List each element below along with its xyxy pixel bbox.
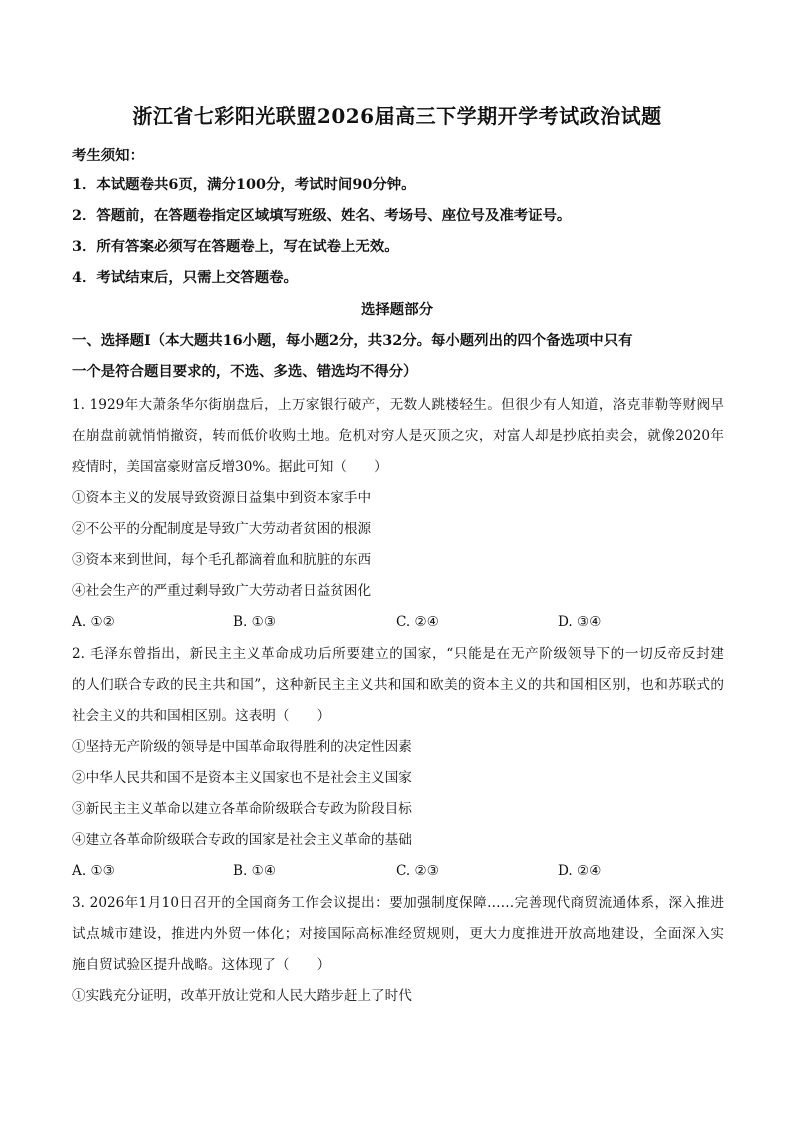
question-1-stem: 疫情时，美国富豪财富反增30%。据此可知（ ）	[72, 459, 388, 475]
question-1-statement: ④社会生产的严重过剩导致广大劳动者日益贫困化	[72, 583, 372, 599]
question-2-statement: ②中华人民共和国不是资本主义国家也不是社会主义国家	[72, 770, 412, 786]
question-2-option-d[interactable]: D. ②④	[558, 863, 602, 879]
notice-heading: 考生须知：	[72, 147, 144, 164]
question-2-option-c[interactable]: C. ②③	[396, 863, 439, 879]
part-one-instruction: 一、选择题Ⅰ（本大题共16小题，每小题2分，共32分。每小题列出的四个备选项中只有	[72, 332, 633, 349]
question-1-stem: 1. 1929年大萧条华尔街崩盘后，上万家银行破产，无数人跳楼轻生。但很少有人知道，洛克菲勒等财阀早	[72, 397, 724, 413]
question-1-statement: ③资本来到世间，每个毛孔都滴着血和肮脏的东西	[72, 552, 372, 568]
question-3-stem: 施自贸试验区提升战略。这体现了（ ）	[72, 957, 331, 973]
section-title: 选择题部分	[361, 301, 433, 318]
question-3-stem: 试点城市建设，推进内外贸一体化；对接国际高标准经贸规则，更大力度推进开放高地建设，全面深入实	[72, 926, 724, 942]
question-2-statement: ③新民主主义革命以建立各革命阶级联合专政为阶段目标	[72, 801, 412, 817]
question-1-statement: ②不公平的分配制度是导致广大劳动者贫困的根源	[72, 521, 372, 537]
question-1-statement: ①资本主义的发展导致资源日益集中到资本家手中	[72, 490, 372, 506]
notice-item: 3．所有答案必须写在答题卷上，写在试卷上无效。	[72, 238, 399, 255]
question-2-option-a[interactable]: A. ①③	[72, 863, 115, 879]
question-1-option-d[interactable]: D. ③④	[558, 614, 602, 630]
question-3-statement: ①实践充分证明，改革开放让党和人民大踏步赶上了时代	[72, 988, 412, 1004]
question-2-stem: 社会主义的共和国相区别。这表明（ ）	[72, 708, 331, 724]
question-2-stem: 2. 毛泽东曾指出，新民主主义革命成功后所要建立的国家，“只能是在无产阶级领导下的一切反帝反封建	[72, 646, 724, 662]
question-2-stem: 的人们联合专政的民主共和国”，这种新民主主义共和国和欧美的资本主义的共和国相区别，也和苏联式的	[72, 677, 724, 693]
question-3-stem: 3. 2026年1月10日召开的全国商务工作会议提出：要加强制度保障……完善现代商贸流通体系，深入推进	[72, 895, 724, 911]
notice-item: 1．本试题卷共6页，满分100分，考试时间90分钟。	[72, 176, 416, 193]
question-2-option-b[interactable]: B. ①④	[233, 863, 277, 879]
notice-item: 2．答题前，在答题卷指定区域填写班级、姓名、考场号、座位号及准考证号。	[72, 207, 572, 224]
exam-title: 浙江省七彩阳光联盟2026届高三下学期开学考试政治试题	[132, 104, 662, 128]
notice-item: 4．考试结束后，只需上交答题卷。	[72, 269, 298, 286]
question-2-statement: ①坚持无产阶级的领导是中国革命取得胜利的决定性因素	[72, 739, 412, 755]
question-1-stem: 在崩盘前就悄悄撤资，转而低价收购土地。危机对穷人是灭顶之灾，对富人却是抄底拍卖会，就像2020年	[72, 428, 724, 444]
question-1-option-c[interactable]: C. ②④	[396, 614, 439, 630]
part-one-instruction: 一个是符合题目要求的，不选、多选、错选均不得分）	[72, 363, 418, 380]
question-2-statement: ④建立各革命阶级联合专政的国家是社会主义革命的基础	[72, 832, 412, 848]
question-1-option-a[interactable]: A. ①②	[72, 614, 115, 630]
question-1-option-b[interactable]: B. ①③	[233, 614, 277, 630]
